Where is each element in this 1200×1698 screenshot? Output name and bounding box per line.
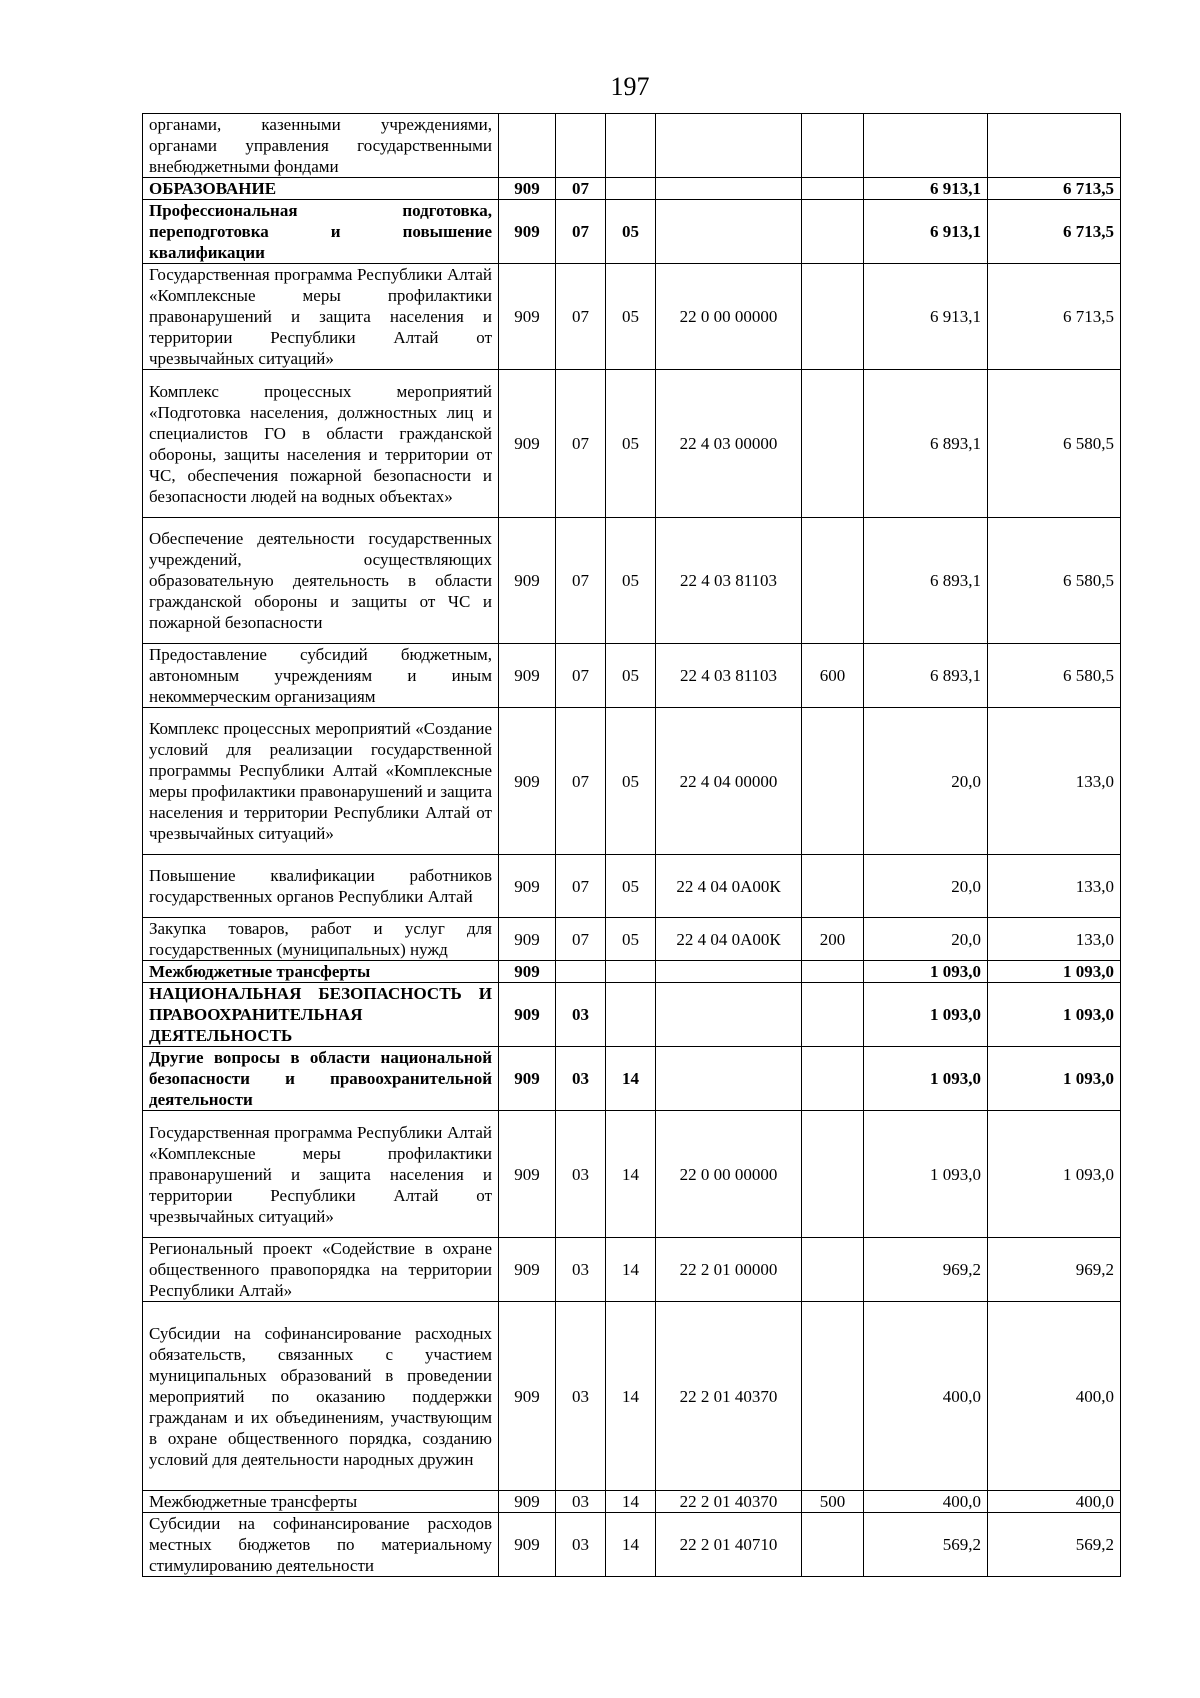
subsection-code-cell: 05 bbox=[606, 264, 656, 370]
row-name-cell: Субсидии на софинансирование расходов местных бюджетов по материальному стимулированию деятельности bbox=[143, 1513, 499, 1577]
sum-year1-cell: 20,0 bbox=[864, 855, 988, 918]
subsection-code-cell: 05 bbox=[606, 855, 656, 918]
sum-year2-cell: 6 713,5 bbox=[988, 178, 1121, 200]
sum-year1-cell: 6 893,1 bbox=[864, 370, 988, 518]
row-name-cell: Субсидии на софинансирование расходных обязательств, связанных с участием муниципальных образований в проведении мероприятий по оказанию поддержки гражданам и их объединениям, участвующим в охране общественного порядка, созданию условий для деятельности народных дружин bbox=[143, 1302, 499, 1491]
subsection-code-cell: 14 bbox=[606, 1111, 656, 1238]
admin-code-cell: 909 bbox=[499, 1111, 556, 1238]
admin-code-cell: 909 bbox=[499, 178, 556, 200]
section-code-cell bbox=[556, 961, 606, 983]
expense-type-cell bbox=[802, 855, 864, 918]
expense-type-cell: 500 bbox=[802, 1491, 864, 1513]
admin-code-cell: 909 bbox=[499, 983, 556, 1047]
sum-year2-cell: 969,2 bbox=[988, 1238, 1121, 1302]
target-code-cell: 22 4 03 81103 bbox=[656, 518, 802, 644]
sum-year1-cell: 6 893,1 bbox=[864, 518, 988, 644]
target-code-cell: 22 4 03 00000 bbox=[656, 370, 802, 518]
sum-year1-cell: 6 893,1 bbox=[864, 644, 988, 708]
sum-year2-cell: 6 713,5 bbox=[988, 264, 1121, 370]
subsection-code-cell bbox=[606, 983, 656, 1047]
expense-type-cell bbox=[802, 200, 864, 264]
section-code-cell: 07 bbox=[556, 518, 606, 644]
subsection-code-cell: 05 bbox=[606, 918, 656, 961]
sum-year1-cell: 20,0 bbox=[864, 708, 988, 855]
admin-code-cell: 909 bbox=[499, 644, 556, 708]
admin-code-cell: 909 bbox=[499, 518, 556, 644]
section-code-cell: 07 bbox=[556, 178, 606, 200]
admin-code-cell: 909 bbox=[499, 370, 556, 518]
budget-table bbox=[142, 113, 1121, 1577]
sum-year2-cell: 6 580,5 bbox=[988, 518, 1121, 644]
admin-code-cell: 909 bbox=[499, 961, 556, 983]
target-code-cell: 22 2 01 40370 bbox=[656, 1491, 802, 1513]
table-row bbox=[143, 178, 1121, 200]
sum-year2-cell: 6 580,5 bbox=[988, 370, 1121, 518]
sum-year2-cell: 1 093,0 bbox=[988, 1047, 1121, 1111]
section-code-cell: 03 bbox=[556, 1491, 606, 1513]
subsection-code-cell: 14 bbox=[606, 1302, 656, 1491]
target-code-cell bbox=[656, 178, 802, 200]
admin-code-cell: 909 bbox=[499, 855, 556, 918]
subsection-code-cell bbox=[606, 961, 656, 983]
table-row bbox=[143, 855, 1121, 918]
row-name-cell: НАЦИОНАЛЬНАЯ БЕЗОПАСНОСТЬ И ПРАВООХРАНИТЕЛЬНАЯ ДЕЯТЕЛЬНОСТЬ bbox=[143, 983, 499, 1047]
subsection-code-cell: 14 bbox=[606, 1047, 656, 1111]
page-number: 197 bbox=[610, 72, 650, 101]
expense-type-cell bbox=[802, 1513, 864, 1577]
section-code-cell: 03 bbox=[556, 1111, 606, 1238]
table-row bbox=[143, 114, 1121, 178]
row-name-cell: Профессиональная подготовка, переподготовка и повышение квалификации bbox=[143, 200, 499, 264]
table-row bbox=[143, 1047, 1121, 1111]
table-row bbox=[143, 370, 1121, 518]
target-code-cell: 22 0 00 00000 bbox=[656, 264, 802, 370]
subsection-code-cell: 05 bbox=[606, 200, 656, 264]
sum-year2-cell: 133,0 bbox=[988, 855, 1121, 918]
target-code-cell bbox=[656, 200, 802, 264]
sum-year1-cell: 1 093,0 bbox=[864, 983, 988, 1047]
row-name-cell: ОБРАЗОВАНИЕ bbox=[143, 178, 499, 200]
sum-year2-cell: 1 093,0 bbox=[988, 961, 1121, 983]
row-name-cell: Государственная программа Республики Алтай «Комплексные меры профилактики правонарушений и защита населения и территории Республики Алтай от чрезвычайных ситуаций» bbox=[143, 264, 499, 370]
sum-year2-cell: 1 093,0 bbox=[988, 983, 1121, 1047]
table-row bbox=[143, 1491, 1121, 1513]
admin-code-cell bbox=[499, 114, 556, 178]
section-code-cell: 07 bbox=[556, 200, 606, 264]
target-code-cell: 22 2 01 40710 bbox=[656, 1513, 802, 1577]
sum-year2-cell: 400,0 bbox=[988, 1491, 1121, 1513]
admin-code-cell: 909 bbox=[499, 200, 556, 264]
sum-year1-cell: 569,2 bbox=[864, 1513, 988, 1577]
subsection-code-cell: 05 bbox=[606, 518, 656, 644]
sum-year2-cell: 133,0 bbox=[988, 708, 1121, 855]
table-row bbox=[143, 708, 1121, 855]
section-code-cell: 07 bbox=[556, 708, 606, 855]
sum-year2-cell: 6 713,5 bbox=[988, 200, 1121, 264]
subsection-code-cell: 14 bbox=[606, 1513, 656, 1577]
expense-type-cell bbox=[802, 1047, 864, 1111]
admin-code-cell: 909 bbox=[499, 1302, 556, 1491]
target-code-cell bbox=[656, 983, 802, 1047]
table-row bbox=[143, 961, 1121, 983]
expense-type-cell bbox=[802, 1111, 864, 1238]
target-code-cell bbox=[656, 114, 802, 178]
admin-code-cell: 909 bbox=[499, 264, 556, 370]
admin-code-cell: 909 bbox=[499, 1491, 556, 1513]
row-name-cell: Повышение квалификации работников государственных органов Республики Алтай bbox=[143, 855, 499, 918]
section-code-cell: 03 bbox=[556, 983, 606, 1047]
row-name-cell: Комплекс процессных мероприятий «Подготовка населения, должностных лиц и специалистов ГО в области гражданской обороны, защиты населения и территории от ЧС, обеспечения пожарной безопасности и безопасности людей на водных объектах» bbox=[143, 370, 499, 518]
target-code-cell: 22 4 04 0А00К bbox=[656, 918, 802, 961]
target-code-cell: 22 4 04 0А00К bbox=[656, 855, 802, 918]
subsection-code-cell bbox=[606, 114, 656, 178]
row-name-cell: Обеспечение деятельности государственных учреждений, осуществляющих образовательную деятельность в области гражданской обороны и защиты от ЧС и пожарной безопасности bbox=[143, 518, 499, 644]
expense-type-cell bbox=[802, 114, 864, 178]
section-code-cell: 03 bbox=[556, 1513, 606, 1577]
sum-year1-cell: 969,2 bbox=[864, 1238, 988, 1302]
section-code-cell bbox=[556, 114, 606, 178]
section-code-cell: 07 bbox=[556, 264, 606, 370]
row-name-cell: Комплекс процессных мероприятий «Создание условий для реализации государственной программы Республики Алтай «Комплексные меры профилактики правонарушений и защита населения и территории Республики Алтай от чрезвычайных ситуаций» bbox=[143, 708, 499, 855]
subsection-code-cell: 14 bbox=[606, 1238, 656, 1302]
expense-type-cell bbox=[802, 518, 864, 644]
target-code-cell: 22 0 00 00000 bbox=[656, 1111, 802, 1238]
subsection-code-cell bbox=[606, 178, 656, 200]
expense-type-cell bbox=[802, 1302, 864, 1491]
section-code-cell: 07 bbox=[556, 918, 606, 961]
row-name-cell: Предоставление субсидий бюджетным, автономным учреждениям и иным некоммерческим организациям bbox=[143, 644, 499, 708]
row-name-cell: Региональный проект «Содействие в охране общественного правопорядка на территории Республики Алтай» bbox=[143, 1238, 499, 1302]
table-row bbox=[143, 983, 1121, 1047]
sum-year1-cell: 1 093,0 bbox=[864, 961, 988, 983]
admin-code-cell: 909 bbox=[499, 1238, 556, 1302]
section-code-cell: 07 bbox=[556, 370, 606, 518]
expense-type-cell bbox=[802, 961, 864, 983]
admin-code-cell: 909 bbox=[499, 1047, 556, 1111]
table-row bbox=[143, 644, 1121, 708]
subsection-code-cell: 05 bbox=[606, 708, 656, 855]
subsection-code-cell: 05 bbox=[606, 644, 656, 708]
subsection-code-cell: 14 bbox=[606, 1491, 656, 1513]
sum-year1-cell: 6 913,1 bbox=[864, 200, 988, 264]
sum-year1-cell: 400,0 bbox=[864, 1302, 988, 1491]
table-row bbox=[143, 200, 1121, 264]
expense-type-cell bbox=[802, 983, 864, 1047]
target-code-cell: 22 2 01 00000 bbox=[656, 1238, 802, 1302]
expense-type-cell bbox=[802, 1238, 864, 1302]
sum-year2-cell: 400,0 bbox=[988, 1302, 1121, 1491]
admin-code-cell: 909 bbox=[499, 708, 556, 855]
sum-year2-cell: 569,2 bbox=[988, 1513, 1121, 1577]
section-code-cell: 03 bbox=[556, 1047, 606, 1111]
target-code-cell: 22 4 04 00000 bbox=[656, 708, 802, 855]
table-row bbox=[143, 518, 1121, 644]
subsection-code-cell: 05 bbox=[606, 370, 656, 518]
expense-type-cell bbox=[802, 370, 864, 518]
row-name-cell: Межбюджетные трансферты bbox=[143, 961, 499, 983]
sum-year1-cell: 1 093,0 bbox=[864, 1111, 988, 1238]
row-name-cell: Закупка товаров, работ и услуг для государственных (муниципальных) нужд bbox=[143, 918, 499, 961]
expense-type-cell bbox=[802, 264, 864, 370]
table-row bbox=[143, 1238, 1121, 1302]
sum-year1-cell: 1 093,0 bbox=[864, 1047, 988, 1111]
table-row bbox=[143, 264, 1121, 370]
admin-code-cell: 909 bbox=[499, 1513, 556, 1577]
target-code-cell bbox=[656, 961, 802, 983]
table-row bbox=[143, 918, 1121, 961]
sum-year2-cell: 6 580,5 bbox=[988, 644, 1121, 708]
section-code-cell: 03 bbox=[556, 1302, 606, 1491]
sum-year1-cell bbox=[864, 114, 988, 178]
sum-year1-cell: 6 913,1 bbox=[864, 264, 988, 370]
sum-year1-cell: 6 913,1 bbox=[864, 178, 988, 200]
section-code-cell: 07 bbox=[556, 855, 606, 918]
sum-year2-cell: 133,0 bbox=[988, 918, 1121, 961]
table-row bbox=[143, 1302, 1121, 1491]
expense-type-cell bbox=[802, 708, 864, 855]
target-code-cell: 22 2 01 40370 bbox=[656, 1302, 802, 1491]
sum-year2-cell bbox=[988, 114, 1121, 178]
admin-code-cell: 909 bbox=[499, 918, 556, 961]
row-name-cell: органами, казенными учреждениями, органами управления государственными внебюджетными фондами bbox=[143, 114, 499, 178]
row-name-cell: Государственная программа Республики Алтай «Комплексные меры профилактики правонарушений и защита населения и территории Республики Алтай от чрезвычайных ситуаций» bbox=[143, 1111, 499, 1238]
row-name-cell: Межбюджетные трансферты bbox=[143, 1491, 499, 1513]
sum-year1-cell: 20,0 bbox=[864, 918, 988, 961]
sum-year2-cell: 1 093,0 bbox=[988, 1111, 1121, 1238]
table-row bbox=[143, 1111, 1121, 1238]
sum-year1-cell: 400,0 bbox=[864, 1491, 988, 1513]
row-name-cell: Другие вопросы в области национальной безопасности и правоохранительной деятельности bbox=[143, 1047, 499, 1111]
target-code-cell: 22 4 03 81103 bbox=[656, 644, 802, 708]
expense-type-cell bbox=[802, 178, 864, 200]
section-code-cell: 07 bbox=[556, 644, 606, 708]
expense-type-cell: 600 bbox=[802, 644, 864, 708]
expense-type-cell: 200 bbox=[802, 918, 864, 961]
table-row bbox=[143, 1513, 1121, 1577]
section-code-cell: 03 bbox=[556, 1238, 606, 1302]
target-code-cell bbox=[656, 1047, 802, 1111]
